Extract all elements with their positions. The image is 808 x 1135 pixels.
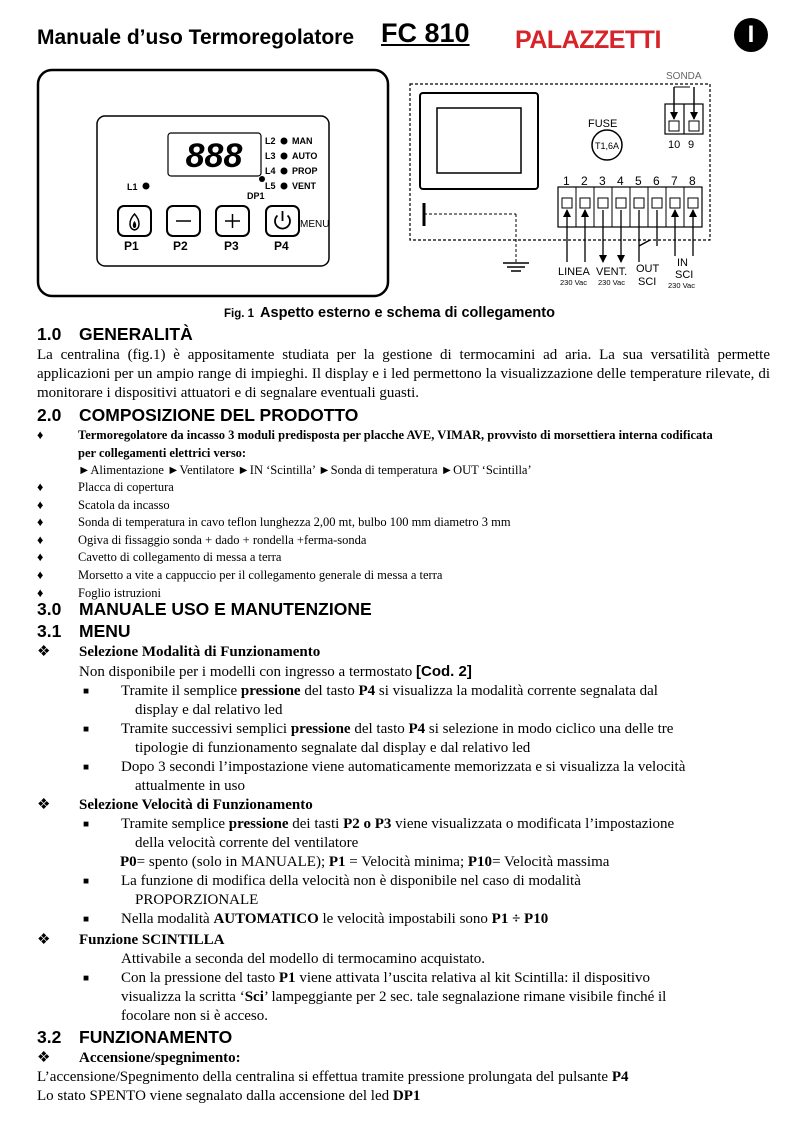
led-l4 bbox=[281, 168, 288, 175]
section-heading-1: 1.0 GENERALITÀ bbox=[37, 324, 193, 344]
list-item: ♦ Foglio istruzioni bbox=[37, 585, 161, 600]
led-label-l4: L4 bbox=[265, 166, 276, 176]
terminal-3: 3 bbox=[599, 174, 606, 188]
terminal-4: 4 bbox=[617, 174, 624, 188]
list-item: ♦ Morsetto a vite a cappuccio per il collegamento generale di messa a terra bbox=[37, 568, 443, 582]
out-sci-label: SCI bbox=[638, 276, 657, 288]
button-label-p3: P3 bbox=[224, 239, 239, 253]
list-item: ♦ Cavetto di collegamento di messa a terra bbox=[37, 550, 282, 565]
terminal-1: 1 bbox=[563, 174, 570, 188]
sonda-label: SONDA bbox=[666, 71, 702, 82]
button-label-p1: P1 bbox=[124, 239, 139, 253]
note: Non disponibile per i modelli con ingresso a termostato [Cod. 2] bbox=[79, 663, 472, 680]
led-dp1 bbox=[259, 176, 265, 182]
linea-label: LINEA bbox=[558, 266, 590, 278]
flame-inner-icon bbox=[133, 221, 136, 228]
brand-logo: PALAZZETTI bbox=[515, 26, 661, 54]
out-label: OUT bbox=[636, 263, 660, 275]
list-item: ♦ Scatola da incasso bbox=[37, 497, 170, 512]
terminal-5: 5 bbox=[635, 174, 642, 188]
list-item: ♦ Placca di copertura bbox=[37, 480, 174, 494]
paragraph-line: Lo stato SPENTO viene segnalato dalla accensione del led DP1 bbox=[37, 1088, 421, 1104]
fuse-label: FUSE bbox=[588, 118, 618, 130]
sonda-terminal-9: 9 bbox=[688, 139, 695, 151]
terminal-8: 8 bbox=[689, 174, 696, 188]
terminal-2: 2 bbox=[581, 174, 588, 188]
section-heading-2: 2.0 COMPOSIZIONE DEL PRODOTTO bbox=[37, 405, 359, 425]
paragraph-line: L’accensione/Spegnimento della centralina si effettua tramite pressione prolungata del pulsante P4 bbox=[37, 1069, 629, 1085]
device-outline bbox=[38, 70, 388, 296]
section-heading-3-1: 3.1 MENU bbox=[37, 621, 131, 641]
in-sci-label: SCI bbox=[675, 269, 694, 281]
terminal-7: 7 bbox=[671, 174, 678, 188]
dp1-label: DP1 bbox=[247, 191, 265, 201]
in-label: IN bbox=[677, 257, 688, 269]
led-l5 bbox=[281, 183, 288, 190]
led-label-l2: L2 bbox=[265, 136, 276, 146]
led-l2 bbox=[281, 138, 288, 145]
led-l1 bbox=[143, 183, 150, 190]
led-label-l1: L1 bbox=[127, 182, 138, 192]
mode-prop: PROP bbox=[292, 166, 318, 176]
list-item: ♦ Termoregolatore da incasso 3 moduli predisposta per placche AVE, VIMAR, provvisto di morsettiera interna codificata per collegamenti elettrici verso: ►Alimentazione ►Ventilatore ►IN ‘Scintilla’ ►Sonda di temperatura ►OUT ‘Scintilla’ bbox=[37, 428, 713, 478]
button-label-p4: P4 bbox=[274, 239, 289, 253]
mode-man: MAN bbox=[292, 136, 313, 146]
fuse-value: T1,6A bbox=[594, 141, 620, 151]
led-label-l3: L3 bbox=[265, 151, 276, 161]
terminal-block bbox=[558, 187, 702, 227]
model-name: FC 810 bbox=[381, 18, 470, 48]
list-item: ♦ Ogiva di fissaggio sonda + dado + rondella +ferma-sonda bbox=[37, 532, 367, 547]
terminal-6: 6 bbox=[653, 174, 660, 188]
vent-voltage: 230 Vac bbox=[598, 278, 625, 287]
display-digits: 888 bbox=[185, 137, 243, 175]
figure-1 bbox=[0, 0, 808, 330]
section-heading-3-2: 3.2 FUNZIONAMENTO bbox=[37, 1027, 233, 1047]
note: Attivabile a seconda del modello di termocamino acquistato. bbox=[121, 951, 486, 967]
led-label-l5: L5 bbox=[265, 181, 276, 191]
mode-vent: VENT bbox=[292, 181, 317, 191]
section-1-paragraph: La centralina (fig.1) è appositamente studiata per la gestione di termocamini ad aria. La sua versatilità permette applicazioni per un ampio range di impieghi. Il display e i led permettono la visualizzazione delle temperature rilevate, di monitorare i dispositivi attuatori e di segnalare eventuali guasti. bbox=[37, 347, 770, 401]
figure-caption: Fig. 1 Aspetto esterno e schema di collegamento bbox=[224, 305, 555, 321]
section-heading-3: 3.0 MANUALE USO E MANUTENZIONE bbox=[37, 599, 372, 619]
button-label-p2: P2 bbox=[173, 239, 188, 253]
linea-voltage: 230 Vac bbox=[560, 278, 587, 287]
in-voltage: 230 Vac bbox=[668, 281, 695, 290]
led-l3 bbox=[281, 153, 288, 160]
mode-auto: AUTO bbox=[292, 151, 318, 161]
menu-label: MENU bbox=[300, 219, 330, 230]
sonda-terminal-10: 10 bbox=[668, 139, 681, 151]
list-item: ♦ Sonda di temperatura in cavo teflon lunghezza 2,00 mt, bulbo 100 mm diametro 3 mm bbox=[37, 515, 511, 530]
vent-label: VENT. bbox=[596, 266, 628, 278]
language-badge: I bbox=[734, 18, 768, 52]
switch-icon bbox=[639, 240, 650, 246]
document-title: Manuale d’uso Termoregolatore bbox=[37, 26, 354, 49]
